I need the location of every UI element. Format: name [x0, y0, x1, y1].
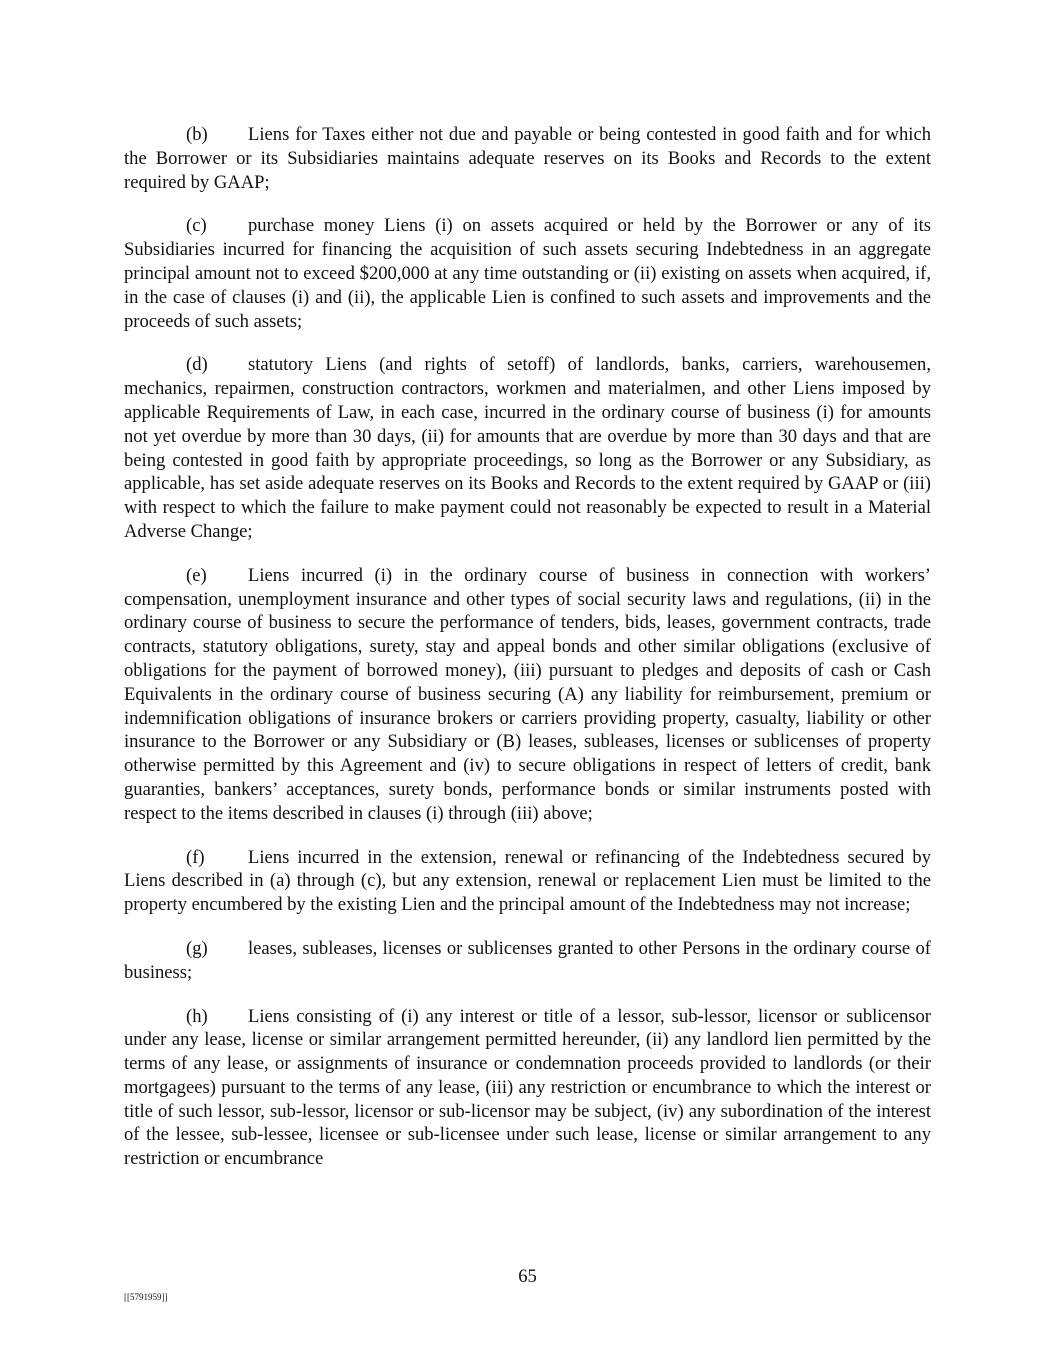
- clause-text: Liens incurred in the extension, renewal or refinancing of the Indebtedness secured by Liens described in (a) through (c), but any extension, renewal or replacement Lien must be limited to the property encumbered by the existing Lien and the principal amount of the Indebtedness may not increase;: [124, 846, 931, 916]
- clause-h: [124, 1005, 931, 1172]
- clause-text: Liens incurred (i) in the ordinary course of business in connection with workers’ compensation, unemployment insurance and other types of social security laws and regulations, (ii) in the ordinary course of business to secure the performance of tenders, bids, leases, government contracts, trade contracts, statutory obligations, surety, stay and appeal bonds and other similar obligations (exclusive of obligations for the payment of borrowed money), (iii) pursuant to pledges and deposits of cash or Cash Equivalents in the ordinary course of business securing (A) any liability for reimbursement, premium or indemnification obligations of insurance brokers or carriers providing property, casualty, liability or other insurance to the Borrower or any Subsidiary or (B) leases, subleases, licenses or sublicenses of property otherwise permitted by this Agreement and (iv) to secure obligations in respect of letters of credit, bank guaranties, bankers’ acceptances, surety bonds, performance bonds or similar instruments posted with respect to the items described in clauses (i) through (iii) above;: [124, 564, 931, 824]
- clause-b: [124, 123, 931, 194]
- clause-label: (b): [186, 124, 208, 145]
- clause-text: leases, subleases, licenses or sublicenses granted to other Persons in the ordinary course of business;: [124, 937, 931, 983]
- clause-label: (g): [186, 937, 208, 959]
- document-id: [[5791959]]: [124, 1292, 168, 1302]
- clause-text: Liens consisting of (i) any interest or title of a lessor, sub-lessor, licensor or sublicensor under any lease, license or similar arrangement permitted hereunder, (ii) any landlord lien permitted by the terms of any lease, or assignments of insurance or condemnation proceeds provided to landlords (or their mortgagees) pursuant to the terms of any lease, (iii) any restriction or encumbrance to which the interest or title of such lessor, sub-lessor, licensor or sub-licensor may be subject, (iv) any subordination of the interest of the lessee, sub-lessee, licensee or sub-licensee under such lease, license or similar arrangement to any restriction or encumbrance: [124, 1005, 931, 1170]
- clause-label: (c): [186, 215, 207, 237]
- clause-text: Liens for Taxes either not due and payable or being contested in good faith and for which the Borrower or its Subsidiaries maintains adequate reserves on its Books and Records to the extent required by GAAP;: [124, 124, 931, 193]
- clause-d: [124, 353, 931, 543]
- clause-c: [124, 214, 931, 333]
- clause-label: (d): [186, 354, 208, 376]
- clause-text: statutory Liens (and rights of setoff) of landlords, banks, carriers, warehousemen, mechanics, repairmen, construction contractors, workmen and materialmen, and other Liens imposed by applicable Requirements of Law, in each case, incurred in the ordinary course of business (i) for amounts not yet overdue by more than 30 days, (ii) for amounts that are overdue by more than 30 days and that are being contested in good faith by appropriate proceedings, so long as the Borrower or any Subsidiary, as applicable, has set aside adequate reserves on its Books and Records to the extent required by GAAP or (iii) with respect to which the failure to make payment could not reasonably be expected to result in a Material Adverse Change;: [124, 354, 931, 542]
- clause-text: purchase money Liens (i) on assets acquired or held by the Borrower or any of its Subsidiaries incurred for financing the acquisition of such assets securing Indebtedness in an aggregate principal amount not to exceed $200,000 at any time outstanding or (ii) existing on assets when acquired, if, in the case of clauses (i) and (ii), the applicable Lien is confined to such assets and improvements and the proceeds of such assets;: [124, 215, 931, 332]
- page-number: 65: [518, 1266, 537, 1287]
- clause-label: (f): [186, 846, 205, 868]
- clause-f: [124, 846, 931, 917]
- clause-label: (e): [186, 564, 207, 586]
- document-body: [124, 123, 931, 1191]
- clause-e: [124, 564, 931, 826]
- clause-label: (h): [186, 1005, 208, 1027]
- clause-g: [124, 937, 931, 985]
